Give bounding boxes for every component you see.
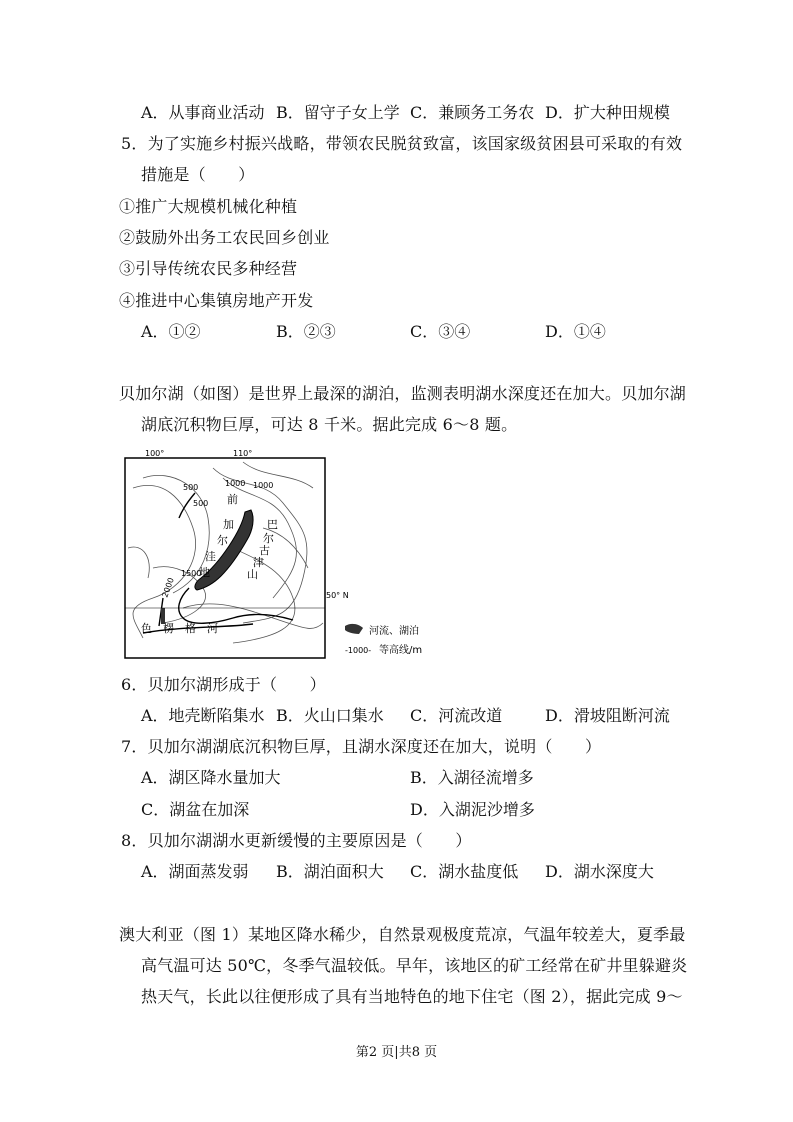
q7-stem: 7．贝加尔湖湖底沉积物巨厚，且湖水深度还在加大，说明（ ） bbox=[121, 737, 602, 756]
q7-option-b: B．入湖径流增多 bbox=[410, 768, 534, 787]
passage2-line3: 热天气，长此以往便形成了具有当地特色的地下住宅（图 2），据此完成 9～ bbox=[141, 987, 683, 1006]
q8-stem: 8．贝加尔湖湖水更新缓慢的主要原因是（ ） bbox=[121, 831, 472, 850]
q5-item-3: ③引导传统农民多种经营 bbox=[119, 259, 298, 278]
passage2-line1: 澳大利亚（图 1）某地区降水稀少，自然景观极度荒凉，气温年较差大，夏季最 bbox=[119, 925, 686, 944]
label-er2: 尔 bbox=[263, 532, 274, 545]
label-shan: 山 bbox=[247, 568, 258, 581]
q5-item-1: ①推广大规模机械化种植 bbox=[119, 197, 298, 216]
page-footer: 第2 页|共8 页 bbox=[355, 1045, 438, 1060]
contour-500a: 500 bbox=[183, 483, 199, 492]
q6-option-c: C．河流改道 bbox=[410, 706, 503, 725]
contour-2000: 2000 bbox=[160, 576, 176, 599]
q5-item-2: ②鼓励外出务工农民回乡创业 bbox=[119, 228, 330, 247]
label-er: 尔 bbox=[217, 534, 228, 547]
contour-1500: 1500 bbox=[181, 569, 202, 578]
label-qian: 前 bbox=[227, 493, 238, 506]
q4-option-b: B．留守子女上学 bbox=[276, 103, 400, 122]
contour-1000b: 1000 bbox=[253, 481, 274, 490]
q4-option-d: D．扩大种田规模 bbox=[545, 103, 670, 122]
passage1-line1: 贝加尔湖（如图）是世界上最深的湖泊，监测表明湖水深度还在加大。贝加尔湖 bbox=[119, 384, 687, 403]
q6-option-d: D．滑坡阻断河流 bbox=[545, 706, 670, 725]
lon-110-label: 110° bbox=[233, 449, 253, 458]
q5-item-4: ④推进中心集镇房地产开发 bbox=[119, 291, 314, 310]
passage1-line2: 湖底沉积物巨厚，可达 8 千米。据此完成 6～8 题。 bbox=[141, 415, 518, 434]
legend-contour-label: 等高线/m bbox=[379, 645, 423, 656]
q8-option-b: B．湖泊面积大 bbox=[276, 862, 384, 881]
lon-100-label: 100° bbox=[145, 449, 165, 458]
river-label: 色 楞 格 河 bbox=[141, 622, 218, 635]
label-jia: 加 bbox=[223, 518, 234, 531]
q8-option-d: D．湖水深度大 bbox=[545, 862, 654, 881]
q7-option-c: C．湖盆在加深 bbox=[141, 800, 250, 819]
q5-option-c: C．③④ bbox=[410, 322, 471, 341]
q5-stem-line1: 5．为了实施乡村振兴战略，带领农民脱贫致富，该国家级贫困县可采取的有效 bbox=[121, 134, 683, 153]
lat-50-label: 50° N bbox=[326, 591, 349, 600]
q8-option-c: C．湖水盐度低 bbox=[410, 862, 519, 881]
q6-option-a: A．地壳断陷集水 bbox=[141, 706, 265, 725]
q5-option-d: D．①④ bbox=[545, 322, 606, 341]
q6-stem: 6．贝加尔湖形成于（ ） bbox=[121, 675, 326, 694]
contour-1000a: 1000 bbox=[225, 479, 246, 488]
q8-option-a: A．湖面蒸发弱 bbox=[141, 862, 249, 881]
label-wa: 洼 bbox=[205, 550, 216, 563]
q5-option-a: A．①② bbox=[141, 322, 201, 341]
contour-500b: 500 bbox=[193, 499, 209, 508]
label-di: 地 bbox=[199, 566, 210, 579]
label-jin: 津 bbox=[253, 556, 264, 569]
legend-lake-swatch bbox=[345, 624, 363, 634]
legend-contour-value: -1000- bbox=[345, 646, 372, 655]
label-gu: 古 bbox=[259, 544, 270, 557]
baikal-map bbox=[123, 448, 453, 660]
label-ba: 巴 bbox=[267, 518, 278, 531]
q5-option-b: B．②③ bbox=[276, 322, 336, 341]
q5-stem-line2: 措施是（ ） bbox=[141, 165, 255, 184]
q7-option-a: A．湖区降水量加大 bbox=[141, 768, 281, 787]
legend-lake-label: 河流、湖泊 bbox=[369, 626, 419, 637]
q6-option-b: B．火山口集水 bbox=[276, 706, 384, 725]
q7-option-d: D．入湖泥沙增多 bbox=[410, 800, 535, 819]
q4-option-c: C．兼顾务工务农 bbox=[410, 103, 535, 122]
passage2-line2: 高气温可达 50℃，冬季气温较低。早年，该地区的矿工经常在矿井里躲避炎 bbox=[141, 956, 688, 975]
q4-option-a: A．从事商业活动 bbox=[141, 103, 265, 122]
